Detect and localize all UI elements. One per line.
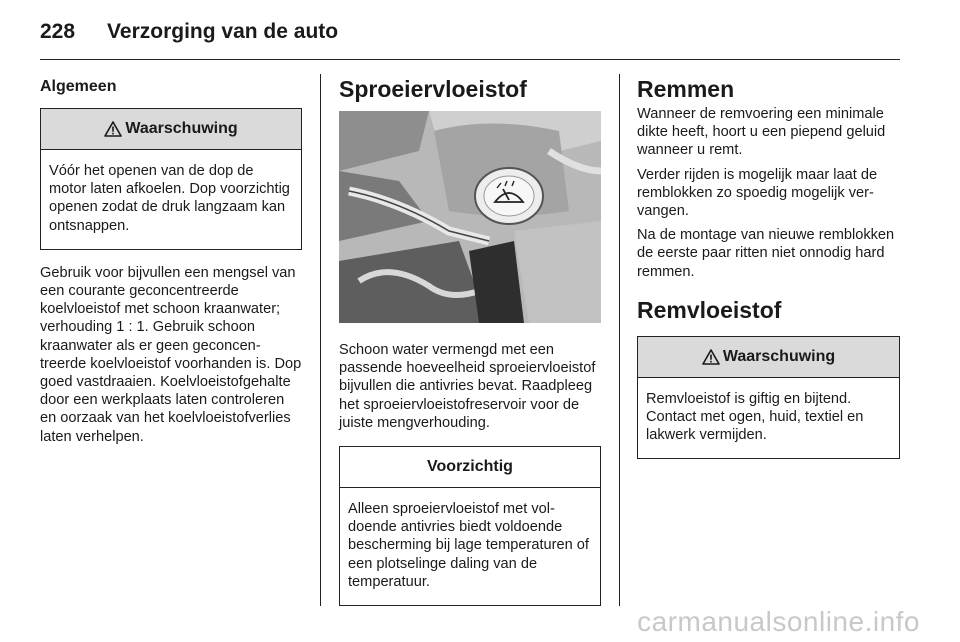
section-heading-remmen: Remmen: [637, 76, 735, 102]
warning-text: Remvloeistof is giftig en bijtend. Contact met ogen, huid, textiel en lakwerk vermijden.: [646, 390, 864, 444]
warning-box-body: [638, 378, 899, 459]
section-heading-sproeiervloeistof: Sproeiervloeistof: [339, 76, 527, 102]
column-remmen: [637, 72, 900, 459]
page-header: [40, 18, 338, 46]
caution-title: Voorzichtig: [427, 458, 513, 476]
header-rule: [40, 59, 900, 60]
warning-triangle-icon: [702, 349, 720, 365]
coolant-instructions: Gebruik voor bijvullen een mengsel van een courante geconcentreerde koelvloeistof met schoon kraanwater; verhouding 1 : 1. Gebruik schoon kraanwater als er geen geconcentreerde koelvloeistof voorhanden is. Dop goed vastdraaien. Koelvloeistofgehalte door een werkplaats laten controleren en oorzaak van het koelvloeistofverlies laten verhelpen.: [40, 264, 302, 445]
washer-fluid-instructions: Schoon water vermengd met een passende hoeveelheid sproeiervloeistof bijvullen die antivries bevat. Raadpleeg het sproeiervloeistofreservoir voor de juiste mengverhouding.: [339, 342, 596, 431]
caution-box-header: [340, 447, 600, 488]
section-heading-remvloeistof: Remvloeistof: [637, 296, 782, 323]
column-divider-1: [320, 74, 321, 606]
brakes-paragraph-1: Wanneer de remvoering een minimale dikte heeft, hoort u een piepend geluid wanneer u remt.: [637, 106, 886, 159]
warning-box-cap: [40, 108, 302, 250]
warning-box-header: [41, 109, 301, 150]
brakes-paragraph-3: Na de montage van nieuwe remblokken de eerste paar ritten niet onnodig hard remmen.: [637, 227, 895, 280]
warning-text: Vóór het openen van de dop de motor laten afkoelen. Dop voorzichtig openen zodat de druk langzaam kan ontsnappen.: [49, 163, 290, 234]
page-number: 228: [40, 20, 76, 43]
column-algemeen: [40, 72, 302, 446]
column-sproeiervloeistof: [339, 72, 601, 606]
page-title: Verzorging van de auto: [107, 20, 339, 43]
caution-text: Alleen sproeiervloeistof met voldoende antivries biedt voldoende bescherming bij lage temperaturen of een plotselinge daling van de temperatuur.: [348, 501, 589, 590]
warning-title: Waarschuwing: [722, 347, 836, 365]
column-divider-2: [619, 74, 620, 606]
washer-reservoir-photo: [339, 111, 601, 323]
watermark: carmanualsonline.info: [637, 606, 920, 637]
caution-box-body: [340, 488, 600, 605]
warning-box-body: [41, 150, 301, 249]
warning-triangle-icon: [104, 121, 122, 137]
section-heading-algemeen: Algemeen: [40, 78, 117, 95]
caution-box: [339, 446, 601, 606]
warning-box-header: [638, 337, 899, 378]
warning-box-brake-fluid: [637, 336, 900, 460]
warning-title: Waarschuwing: [125, 120, 238, 137]
brakes-paragraph-2: Verder rijden is mogelijk maar laat de remblokken zo spoedig mogelijk vervangen.: [637, 166, 878, 220]
